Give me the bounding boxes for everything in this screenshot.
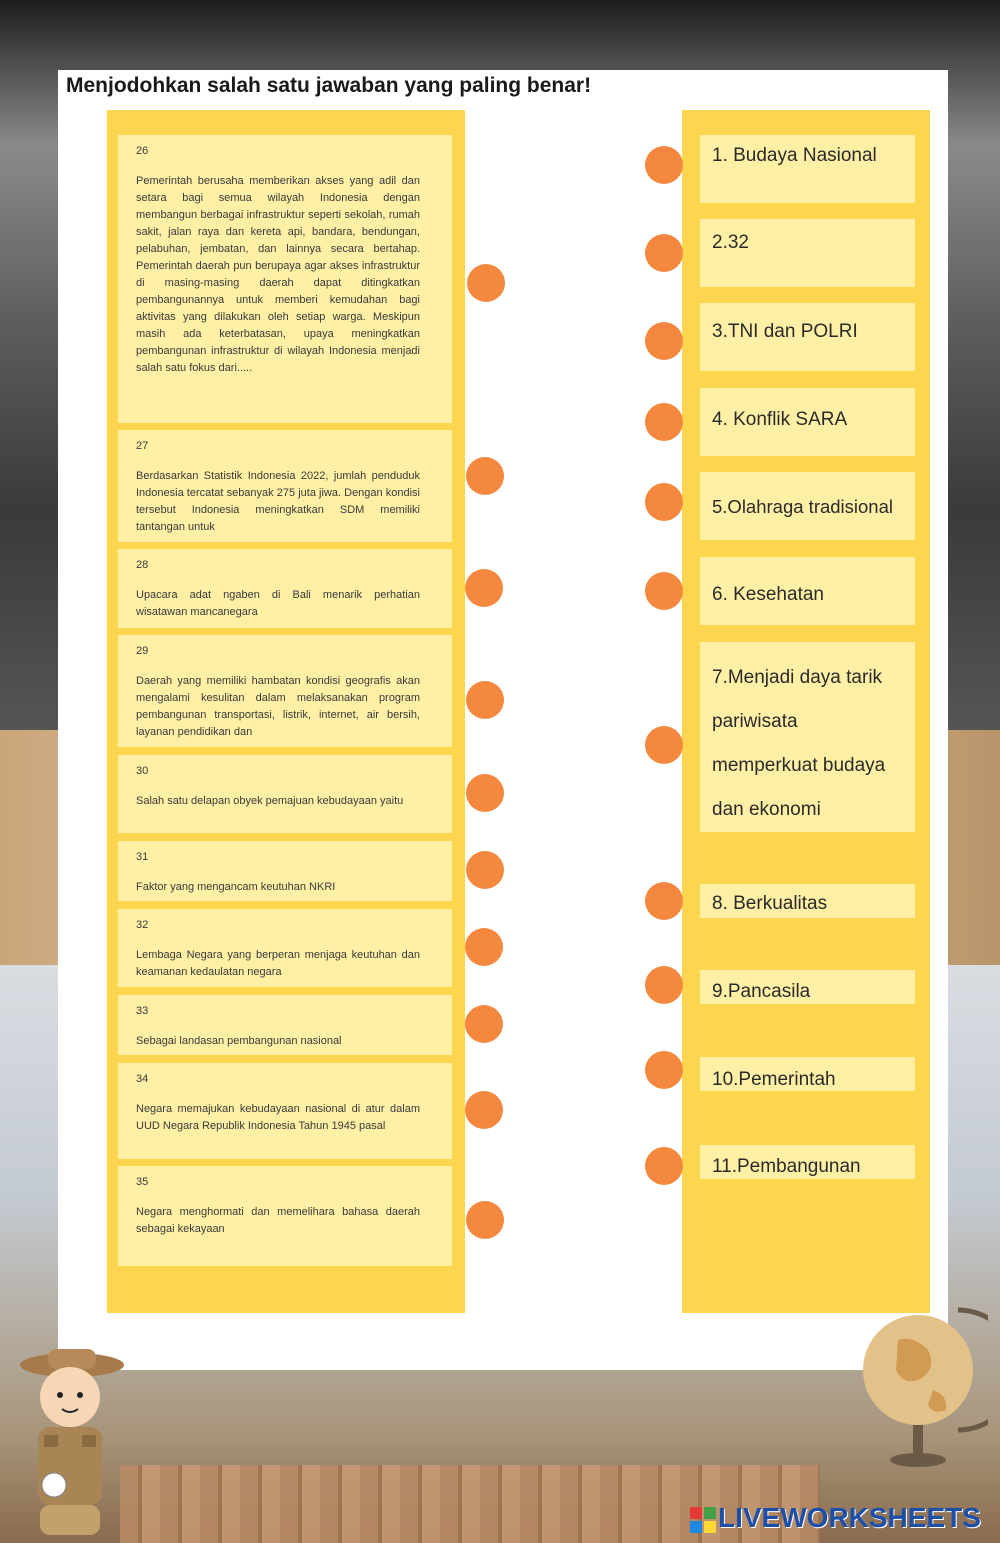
- answer-card-9: [700, 970, 915, 1004]
- answer-label: 4. Konflik SARA: [712, 409, 848, 430]
- answer-dot-1[interactable]: [645, 146, 683, 184]
- answer-dot-10[interactable]: [645, 1051, 683, 1089]
- question-text: Faktor yang mengancam keutuhan NKRI: [136, 881, 336, 893]
- answer-label: 10.Pemerintah: [712, 1069, 836, 1090]
- question-number: 34: [136, 1073, 149, 1085]
- question-card-32: [118, 909, 452, 987]
- question-number: 35: [136, 1176, 149, 1188]
- answer-dot-8[interactable]: [645, 882, 683, 920]
- question-number: 29: [136, 645, 149, 657]
- question-dot-34[interactable]: [465, 1091, 503, 1129]
- answer-label: 3.TNI dan POLRI: [712, 321, 858, 342]
- answer-card-7: [700, 642, 915, 832]
- question-number: 31: [136, 851, 149, 863]
- question-text: Upacara adat ngaben di Bali menarik perhatian wisatawan mancanegara: [136, 589, 420, 618]
- question-text: Salah satu delapan obyek pemajuan kebudayaan yaitu: [136, 795, 404, 807]
- answer-card-8: [700, 884, 915, 918]
- question-card-29: [118, 635, 452, 747]
- answer-card-1: [700, 135, 915, 203]
- question-dot-30[interactable]: [466, 774, 504, 812]
- question-dot-28[interactable]: [465, 569, 503, 607]
- question-dot-29[interactable]: [466, 681, 504, 719]
- question-dot-32[interactable]: [465, 928, 503, 966]
- answer-dot-2[interactable]: [645, 234, 683, 272]
- question-dot-35[interactable]: [466, 1201, 504, 1239]
- answer-label: 9.Pancasila: [712, 981, 811, 1002]
- answer-label: 1. Budaya Nasional: [712, 145, 877, 166]
- question-card-33: [118, 995, 452, 1055]
- answer-dot-7[interactable]: [645, 726, 683, 764]
- answer-card-3: [700, 303, 915, 371]
- answer-dot-3[interactable]: [645, 322, 683, 360]
- question-card-34: [118, 1063, 452, 1159]
- answer-label: 5.Olahraga tradisional: [712, 496, 893, 517]
- question-text: Negara memajukan kebudayaan nasional di atur dalam UUD Negara Republik Indonesia Tahun 1945 pasal: [136, 1103, 420, 1132]
- question-card-28: [118, 549, 452, 628]
- page-title: Menjodohkan salah satu jawaban yang paling benar!: [66, 74, 592, 97]
- question-dot-33[interactable]: [465, 1005, 503, 1043]
- question-number: 27: [136, 440, 149, 452]
- question-number: 33: [136, 1005, 149, 1017]
- answer-card-4: [700, 388, 915, 456]
- question-card-26: [118, 135, 452, 423]
- question-number: 32: [136, 919, 149, 931]
- liveworksheets-logo-icon: [690, 1507, 716, 1533]
- question-text: Daerah yang memiliki hambatan kondisi geografis akan mengalami kesulitan dalam melaksanakan program pembangunan transportasi, listrik, internet, air bersih, layanan pendidikan dan: [136, 675, 420, 738]
- answer-card-10: [700, 1057, 915, 1091]
- question-card-35: [118, 1166, 452, 1266]
- liveworksheets-logo: [690, 1502, 981, 1534]
- answer-dot-9[interactable]: [645, 966, 683, 1004]
- answer-dot-6[interactable]: [645, 572, 683, 610]
- explorer-character-icon: [10, 1345, 130, 1535]
- question-text: Pemerintah berusaha memberikan akses yang adil dan setara bagi semua wilayah Indonesia dengan membangun berbagai infrastruktur seperti sekolah, rumah sakit, jalan raya dan kereta api, bandara, bendungan, pelabuhan, jembatan, dan lainnya secara bertahap. Pemerintah daerah pun berupaya agar akses infrastruktur di masing-masing daerah dapat ditingkatkan pembangunannya untuk memberi kemudahan bagi aktivitas yang dilakukan oleh setiap warga. Meskipun masih ada keterbatasan, upaya meningkatkan pembangunan infrastruktur di wilayah Indonesia menjadi salah satu fokus dari.....: [136, 175, 420, 374]
- question-text: Negara menghormati dan memelihara bahasa daerah sebagai kekayaan: [136, 1206, 420, 1235]
- answer-label: 7.Menjadi daya tarik pariwisata memperkuat budaya dan ekonomi: [712, 667, 886, 820]
- question-dot-31[interactable]: [466, 851, 504, 889]
- answer-card-6: [700, 557, 915, 625]
- question-card-31: [118, 841, 452, 901]
- question-number: 26: [136, 145, 149, 157]
- question-card-27: [118, 430, 452, 542]
- answer-label: 8. Berkualitas: [712, 893, 828, 914]
- answer-dot-4[interactable]: [645, 403, 683, 441]
- question-text: Sebagai landasan pembangunan nasional: [136, 1035, 342, 1047]
- answer-card-2: [700, 219, 915, 287]
- question-text: Lembaga Negara yang berperan menjaga keutuhan dan keamanan kedaulatan negara: [136, 949, 420, 978]
- globe-icon: [858, 1300, 988, 1470]
- answer-label: 2.32: [712, 232, 749, 253]
- question-text: Berdasarkan Statistik Indonesia 2022, jumlah penduduk Indonesia tercatat sebanyak 275 juta jiwa. Dengan kondisi tersebut Indonesia meningkatkan SDM memiliki tantangan untuk: [136, 470, 420, 533]
- question-dot-27[interactable]: [466, 457, 504, 495]
- answer-card-5: [700, 472, 915, 540]
- question-card-30: [118, 755, 452, 833]
- answer-label: 11.Pembangunan: [712, 1156, 861, 1177]
- answer-dot-5[interactable]: [645, 483, 683, 521]
- answer-label: 6. Kesehatan: [712, 584, 824, 605]
- answer-dot-11[interactable]: [645, 1147, 683, 1185]
- question-number: 28: [136, 559, 149, 571]
- question-dot-26[interactable]: [467, 264, 505, 302]
- logo-text: LIVEWORKSHEETS: [718, 1502, 981, 1533]
- question-number: 30: [136, 765, 149, 777]
- answer-card-11: [700, 1145, 915, 1179]
